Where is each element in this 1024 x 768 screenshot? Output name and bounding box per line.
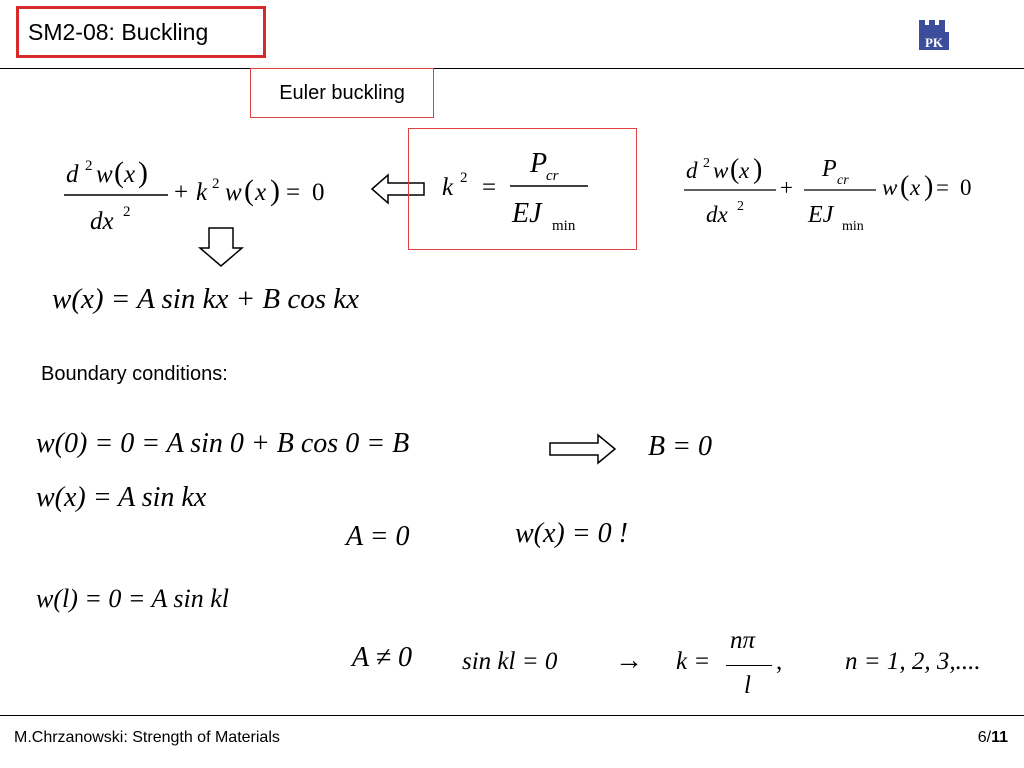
svg-text:(: ( — [114, 156, 124, 189]
general-solution: w(x) = A sin kx + B cos kx — [52, 283, 360, 315]
svg-text:2: 2 — [123, 204, 131, 220]
a-equals-zero: A = 0 — [346, 521, 410, 552]
subtitle-box: Euler buckling — [250, 68, 434, 118]
svg-text:=: = — [482, 174, 497, 201]
trivial-solution: w(x) = 0 ! — [515, 518, 628, 549]
svg-text:+: + — [780, 175, 793, 200]
university-logo — [916, 18, 952, 52]
euler-differential-equation — [680, 140, 980, 240]
svg-text:=: = — [936, 175, 949, 200]
comma: , — [776, 648, 783, 675]
svg-text:cr: cr — [837, 173, 849, 188]
svg-text:min: min — [842, 219, 864, 234]
svg-text:d: d — [686, 158, 698, 183]
l-denominator: l — [744, 672, 751, 699]
svg-text:): ) — [753, 154, 763, 185]
svg-text:dx: dx — [706, 202, 728, 227]
svg-text:w: w — [225, 179, 242, 206]
svg-text:(: ( — [244, 174, 254, 207]
svg-text:2: 2 — [460, 170, 468, 186]
svg-text:): ) — [138, 156, 148, 189]
footer-author: M.Chrzanowski: Strength of Materials — [14, 729, 280, 746]
k-squared-definition — [430, 140, 610, 240]
svg-text:P: P — [822, 156, 837, 182]
svg-text:(: ( — [730, 154, 740, 185]
svg-text:k: k — [442, 174, 454, 201]
svg-text:0: 0 — [312, 179, 325, 206]
svg-text:2: 2 — [737, 199, 744, 214]
page-current: 6/ — [977, 729, 992, 746]
svg-text:EJ: EJ — [808, 202, 834, 228]
boundary-conditions-label: Boundary conditions: — [41, 363, 228, 385]
logo-text: PK — [924, 35, 944, 50]
svg-text:w: w — [882, 175, 898, 200]
b-equals-zero: B = 0 — [648, 431, 712, 462]
reduced-solution: w(x) = A sin kx — [36, 482, 207, 513]
svg-text:w: w — [713, 158, 729, 183]
svg-text:P: P — [530, 148, 548, 179]
svg-text:(: ( — [900, 171, 910, 202]
svg-text:w: w — [96, 161, 113, 188]
svg-text:k: k — [196, 179, 208, 206]
svg-text:d: d — [66, 161, 79, 188]
svg-text:x: x — [910, 175, 921, 200]
footer-divider — [0, 715, 1024, 716]
svg-text:2: 2 — [212, 176, 220, 192]
a-not-zero: A ≠ 0 — [352, 642, 412, 673]
page-number — [978, 729, 1008, 747]
page-total: 11 — [991, 729, 1008, 746]
n-pi-numerator: nπ — [730, 627, 756, 654]
boundary-condition-2: w(l) = 0 = A sin kl — [36, 584, 230, 613]
k-equals: k = — [676, 648, 711, 675]
slide-title: SM2-08: Buckling — [16, 6, 266, 58]
svg-text:=: = — [286, 179, 301, 206]
implies-arrow: → — [615, 645, 643, 676]
svg-text:2: 2 — [85, 158, 93, 174]
hollow-right-arrow-icon — [548, 432, 618, 466]
svg-text:x: x — [739, 158, 750, 183]
svg-text:dx: dx — [90, 208, 114, 235]
hollow-down-arrow-icon — [196, 226, 246, 268]
svg-text:0: 0 — [960, 175, 972, 200]
svg-text:2: 2 — [703, 156, 710, 171]
svg-text:x: x — [255, 179, 267, 206]
svg-text:EJ: EJ — [512, 198, 542, 229]
svg-text:+: + — [174, 179, 189, 206]
fraction-bar — [726, 665, 772, 666]
differential-equation — [60, 140, 360, 240]
n-values: n = 1, 2, 3,.... — [845, 648, 981, 675]
header-divider — [0, 68, 1024, 69]
svg-text:): ) — [270, 174, 280, 207]
svg-text:min: min — [552, 218, 576, 234]
svg-text:): ) — [924, 171, 934, 202]
boundary-condition-1: w(0) = 0 = A sin 0 + B cos 0 = B — [36, 428, 410, 459]
svg-text:x: x — [124, 161, 136, 188]
svg-text:cr: cr — [546, 168, 559, 184]
sin-kl-equation: sin kl = 0 — [462, 648, 558, 675]
